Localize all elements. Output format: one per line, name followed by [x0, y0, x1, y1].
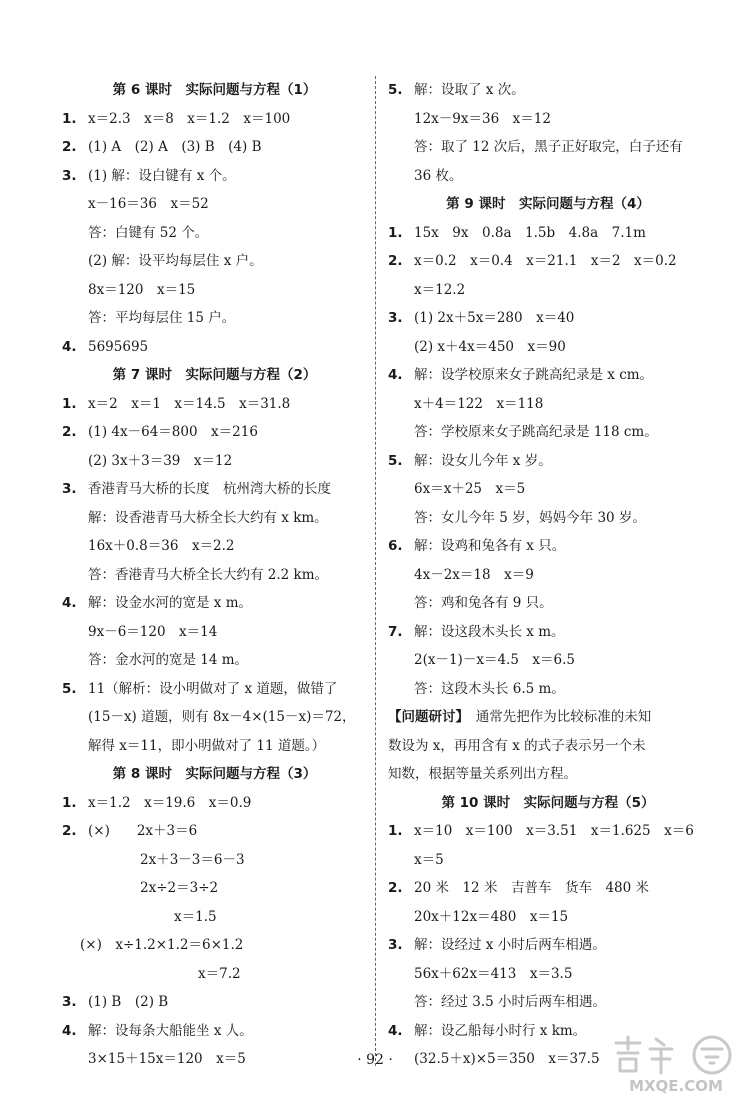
- answer-line: (2) x＋4x＝450 x＝90: [414, 338, 566, 355]
- answer-line: x＝1.5: [174, 908, 217, 925]
- answer-text: (1) A (2) A (3) B (4) B: [88, 139, 262, 155]
- item-number: 3.: [62, 481, 77, 497]
- watermark-logo-icon: [606, 1031, 746, 1097]
- answer-item: [62, 589, 367, 618]
- answer-line: 答：香港青马大桥全长大约有 2.2 km。: [88, 566, 329, 583]
- item-number: 1.: [62, 794, 77, 811]
- answer-text: x＝2.3 x＝8 x＝1.2 x＝100: [88, 110, 291, 127]
- answer-text: (1) 解：设白键有 x 个。: [88, 167, 236, 184]
- item-number: 6.: [388, 538, 403, 554]
- section-title-lesson-7: 第 7 课时 实际问题与方程（2）: [112, 367, 317, 383]
- answer-line: x＝12.2: [414, 281, 466, 298]
- answer-item: [388, 874, 708, 903]
- answer-text: 解：设这段木头长 x m。: [414, 623, 565, 640]
- item-number: 3.: [388, 310, 403, 326]
- answer-line: 9x－6＝120 x＝14: [88, 623, 218, 640]
- answer-item: [388, 817, 708, 846]
- answer-item: [62, 390, 367, 419]
- answer-line: (32.5＋x)×5＝350 x＝37.5: [414, 1051, 600, 1067]
- answer-text: 香港青马大桥的长度 杭州湾大桥的长度: [88, 481, 331, 497]
- answer-item: [388, 618, 708, 647]
- item-number: 2.: [62, 139, 77, 155]
- answer-text: x＝0.2 x＝0.4 x＝21.1 x＝2 x＝0.2: [414, 253, 677, 269]
- item-number: 1.: [388, 823, 403, 839]
- item-number: 3.: [388, 937, 403, 953]
- answer-item: [62, 475, 367, 504]
- answer-text: 解：设金水河的宽是 x m。: [88, 595, 252, 611]
- answer-line: 3×15＋15x＝120 x＝5: [88, 1051, 246, 1067]
- answer-text: (×) 2x＋3＝6: [88, 823, 198, 839]
- topic-discussion: [388, 703, 708, 732]
- answer-line: 解得 x＝11，即小明做对了 11 道题。）: [88, 737, 326, 754]
- answer-text: 解：设女儿今年 x 岁。: [414, 452, 552, 469]
- answer-line: (2) 3x＋3＝39 x＝12: [88, 452, 233, 469]
- section-title-lesson-10: 第 10 课时 实际问题与方程（5）: [441, 794, 655, 811]
- answer-line: 2x＋3－3＝6－3: [140, 851, 245, 868]
- answer-item: [62, 333, 367, 362]
- answer-item: [62, 418, 367, 447]
- column-divider: [375, 76, 376, 1066]
- answer-item: [62, 162, 367, 191]
- answer-item: [388, 304, 708, 333]
- item-number: 4.: [62, 338, 77, 355]
- item-number: 2.: [62, 424, 77, 440]
- answer-text: 解：设每条大船能坐 x 人。: [88, 1022, 253, 1039]
- answer-line: 答：白键有 52 个。: [88, 224, 209, 241]
- answer-text: x＝1.2 x＝19.6 x＝0.9: [88, 794, 252, 811]
- answer-item: [388, 532, 708, 561]
- answer-text: 解：设经过 x 小时后两车相遇。: [414, 937, 606, 953]
- section-title-lesson-9: 第 9 课时 实际问题与方程（4）: [446, 196, 650, 212]
- answer-text: 解：设乙船每小时行 x km。: [414, 1022, 587, 1039]
- answer-item: [62, 988, 367, 1017]
- item-number: 4.: [62, 1022, 77, 1039]
- item-number: 3.: [62, 167, 77, 184]
- answer-text: x＝2 x＝1 x＝14.5 x＝31.8: [88, 395, 291, 412]
- answer-site-watermark-logo: [606, 1031, 746, 1097]
- answer-item: [62, 1017, 367, 1046]
- item-number: 2.: [388, 880, 403, 896]
- watermark-badge: [694, 1037, 730, 1073]
- item-number: 7.: [388, 623, 403, 640]
- answer-line: 答：平均每层住 15 户。: [88, 310, 236, 326]
- answer-line: 答：鸡和兔各有 9 只。: [414, 595, 553, 611]
- answer-text: 5695695: [88, 338, 149, 355]
- answer-line: x＝7.2: [198, 965, 241, 982]
- answer-item: [62, 105, 367, 134]
- answer-line: 8x＝120 x＝15: [88, 281, 196, 298]
- item-number: 5.: [388, 452, 403, 469]
- answer-line: 2x÷2＝3÷2: [140, 880, 219, 896]
- answer-line: (2) 解：设平均每层住 x 户。: [88, 253, 263, 269]
- item-number: 5.: [62, 680, 77, 697]
- item-number: 5.: [388, 82, 403, 98]
- left-column: [62, 76, 367, 1074]
- answer-line: 56x＋62x＝413 x＝3.5: [414, 965, 573, 982]
- watermark-badge-mark: [702, 1049, 722, 1063]
- item-number: 4.: [388, 1022, 403, 1039]
- item-number: 1.: [62, 110, 77, 127]
- answer-text: (1) 4x－64＝800 x＝216: [88, 424, 258, 440]
- answer-text: 解：设学校原来女子跳高纪录是 x cm。: [414, 367, 654, 383]
- answer-line: 12x－9x＝36 x＝12: [414, 110, 551, 127]
- answer-text: 解：设取了 x 次。: [414, 82, 525, 98]
- answer-item: [62, 133, 367, 162]
- answer-line: 6x＝x＋25 x＝5: [414, 481, 526, 497]
- item-number: 4.: [388, 367, 403, 383]
- answer-line: 36 枚。: [414, 167, 463, 184]
- item-number: 2.: [62, 823, 77, 839]
- answer-item: [388, 219, 708, 248]
- watermark-text: MXQE.COM: [629, 1077, 723, 1095]
- answer-line: x＋4＝122 x＝118: [414, 395, 544, 412]
- answer-line: 2(x－1)－x＝4.5 x＝6.5: [414, 652, 575, 668]
- answer-line: 答：女儿今年 5 岁，妈妈今年 30 岁。: [414, 509, 646, 526]
- topic-discussion-line: 知数，根据等量关系列出方程。: [388, 766, 577, 782]
- answer-text: 15x 9x 0.8a 1.5b 4.8a 7.1m: [414, 224, 646, 241]
- answer-line: x－16＝36 x＝52: [88, 196, 209, 212]
- watermark-glyph-1: [616, 1037, 640, 1071]
- answer-text: (1) B (2) B: [88, 994, 169, 1010]
- answer-line: 答：这段木头长 6.5 m。: [414, 680, 565, 697]
- answer-line: 答：取了 12 次后，黑子正好取完，白子还有: [414, 139, 683, 155]
- answer-text: x＝10 x＝100 x＝3.51 x＝1.625 x＝6: [414, 823, 694, 839]
- answer-item: [62, 817, 367, 846]
- watermark-glyph-2: [650, 1039, 672, 1073]
- answer-text: 20 米 12 米 吉普车 货车 480 米: [414, 880, 649, 896]
- answer-item: [62, 789, 367, 818]
- answer-line: 答：金水河的宽是 14 m。: [88, 652, 249, 668]
- answer-line: 20x＋12x＝480 x＝15: [414, 908, 569, 925]
- answer-line: x＝5: [414, 851, 444, 868]
- answer-line: 16x＋0.8＝36 x＝2.2: [88, 538, 235, 554]
- answer-item: [388, 76, 708, 105]
- topic-discussion-label: 【问题研讨】: [388, 709, 463, 725]
- item-number: 1.: [388, 224, 403, 241]
- answer-line: 4x－2x＝18 x＝9: [414, 566, 534, 583]
- item-number: 4.: [62, 595, 77, 611]
- answer-item: [388, 447, 708, 476]
- answer-line: (×) x÷1.2×1.2＝6×1.2: [80, 937, 244, 953]
- answer-text: 11（解析：设小明做对了 x 道题，做错了: [88, 680, 338, 697]
- section-title-lesson-6: 第 6 课时 实际问题与方程（1）: [112, 82, 317, 98]
- item-number: 1.: [62, 395, 77, 412]
- answer-item: [388, 247, 708, 276]
- answer-text: (1) 2x＋5x＝280 x＝40: [414, 310, 575, 326]
- answer-text: 解：设鸡和兔各有 x 只。: [414, 538, 566, 554]
- answer-item: [62, 675, 367, 704]
- answer-line: 解：设香港青马大桥全长大约有 x km。: [88, 509, 328, 526]
- answer-item: [388, 931, 708, 960]
- section-title-lesson-8: 第 8 课时 实际问题与方程（3）: [112, 766, 317, 782]
- topic-discussion-line: 数设为 x，再用含有 x 的式子表示另一个未: [388, 737, 646, 754]
- answer-line: 答：学校原来女子跳高纪录是 118 cm。: [414, 424, 658, 440]
- topic-discussion-text: 通常先把作为比较标准的未知: [462, 709, 652, 725]
- page-number: · 92 ·: [357, 1052, 393, 1068]
- item-number: 2.: [388, 253, 403, 269]
- item-number: 3.: [62, 994, 77, 1010]
- answer-line: 答：经过 3.5 小时后两车相遇。: [414, 994, 607, 1010]
- right-column: [388, 76, 708, 1074]
- answer-line: (15－x) 道题，则有 8x－4×(15－x)＝72，: [88, 709, 356, 725]
- answer-item: [388, 361, 708, 390]
